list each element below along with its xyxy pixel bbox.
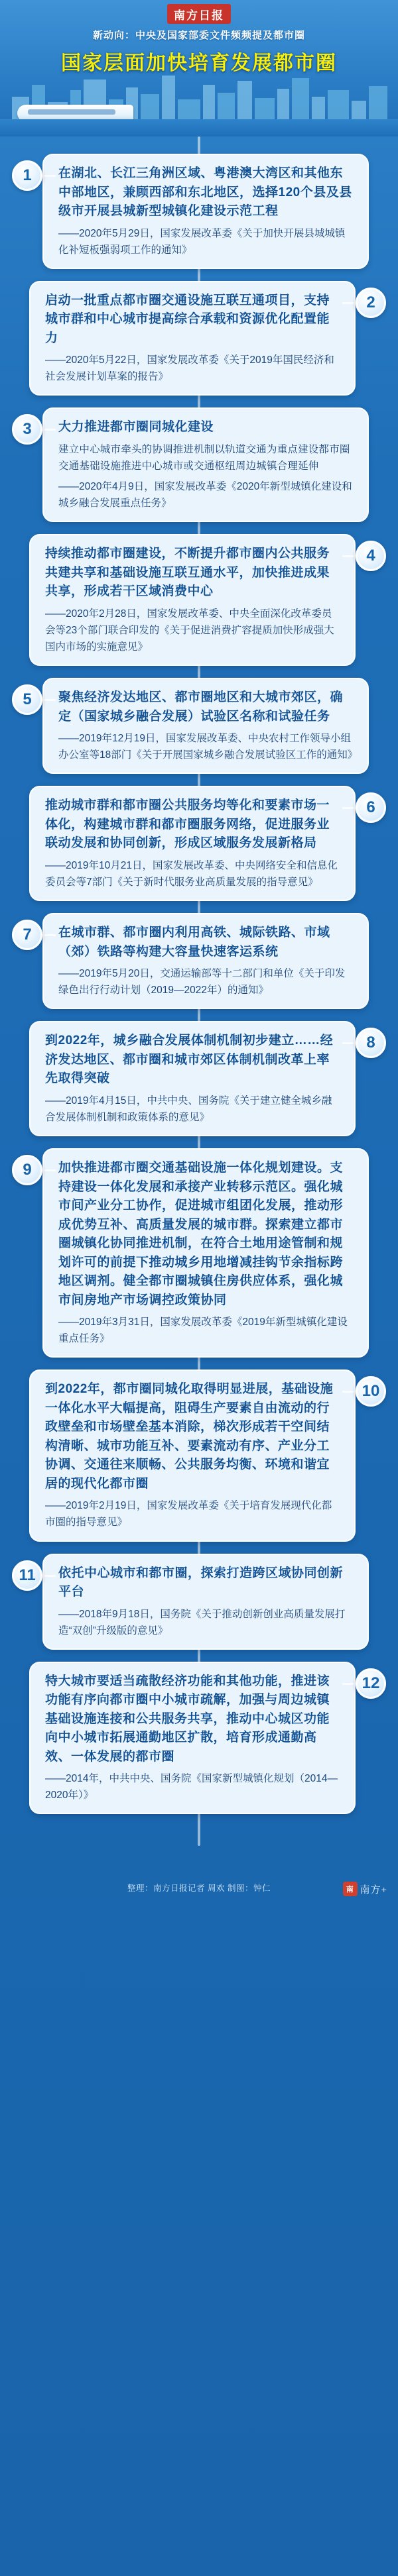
item-title: 特大城市要适当疏散经济功能和其他功能，推进该功能有序向都市圈中小城市疏解，加强与周边城镇基础设施连接和公共服务共享，推动中心城区功能向中小城市拓展通勤地区扩散，培育形成通勤高效、一体发展的都市圈 (45, 1674, 330, 1764)
item-number-badge: 12 (356, 1668, 386, 1699)
timeline-item (0, 1369, 398, 1541)
item-number-badge: 8 (356, 1028, 386, 1058)
timeline-item (0, 407, 398, 522)
item-number-badge: 6 (356, 792, 386, 823)
item-number-badge: 1 (12, 160, 42, 191)
item-source: ——2019年3月31日，国家发展改革委《2019年新型城镇化建设重点任务》 (58, 1316, 348, 1345)
item-card (42, 678, 369, 774)
timeline-item (0, 1148, 398, 1358)
item-source: ——2014年，中共中央、国务院《国家新型城镇化规划（2014—2020年）》 (45, 1773, 338, 1801)
item-number-badge: 3 (12, 414, 42, 445)
item-number-badge: 4 (356, 541, 386, 571)
watermark (343, 1882, 387, 1896)
item-number-badge: 11 (12, 1560, 42, 1591)
item-source: ——2020年5月29日，国家发展改革委《关于加快开展县城城镇化补短板强弱项工作的通知》 (58, 227, 346, 256)
item-number-badge: 7 (12, 920, 42, 950)
item-card (29, 281, 356, 396)
item-source: ——2019年2月19日，国家发展改革委《关于培育发展现代化都市圈的指导意见》 (45, 1500, 332, 1529)
item-card (42, 1148, 369, 1358)
timeline-item (0, 1554, 398, 1650)
item-number-badge: 2 (356, 288, 386, 318)
timeline-item (0, 281, 398, 396)
timeline (0, 136, 398, 1872)
item-title: 聚焦经济发达地区、都市圈地区和大城市郊区，确定（国家城乡融合发展）试验区名称和试验任务 (58, 690, 344, 724)
item-source: ——2019年5月20日，交通运输部等十二部门和单位《关于印发绿色出行行动计划（2019—2022年）的通知》 (58, 968, 346, 996)
item-title: 持续推动都市圈建设，不断提升都市圈内公共服务共建共享和基础设施互联互通水平，加快推进成果共享，形成若干区域消费中心 (45, 547, 330, 599)
item-card (42, 913, 369, 1009)
item-source: ——2020年2月28日，国家发展改革委、中央全面深化改革委员会等23个部门联合印发的《关于促进消费扩容提质加快形成强大国内市场的实施意见》 (45, 608, 334, 653)
item-card (42, 1554, 369, 1650)
watermark-name: 南方+ (360, 1885, 387, 1896)
timeline-item (0, 534, 398, 666)
item-title: 推动城市群和都市圈公共服务均等化和要素市场一体化，构建城市群和都市圈服务网络，促进服务业联动发展和协同创新，形成区域服务发展新格局 (45, 798, 330, 851)
item-title: 加快推进都市圈交通基础设施一体化规划建设。支持建设一体化发展和承接产业转移示范区。强化城市间产业分工协作，促进城市组团化发展，推动形成优势互补、高质量发展的城市群。探索建立都市圈城镇化协同推进机制，在符合土地用途管制和规划许可的前提下推动城乡用地增减挂钩节余指标跨地区调剂。健全都市圈城镇住房供应体系，强化城市间房地产市场调控政策协同 (58, 1161, 344, 1307)
item-source: ——2018年9月18日，国务院《关于推动创新创业高质量发展打造“双创”升级版的意见》 (58, 1608, 346, 1637)
item-title: 启动一批重点都市圈交通设施互联互通项目，支持城市群和中心城市提高综合承载和资源优化配置能力 (45, 293, 330, 345)
timeline-item (0, 1662, 398, 1815)
item-source: ——2020年4月9日，国家发展改革委《2020年新型城镇化建设和城乡融合发展重点任务》 (58, 481, 352, 510)
item-card (29, 1369, 356, 1541)
item-body: 建立中心城市牵头的协调推进机制以轨道交通为重点建设都市圈交通基础设施推进中心城市或交通枢纽周边城镇合理延伸 (58, 443, 350, 472)
item-card (29, 1662, 356, 1815)
newspaper-logo: 南方日报 (167, 4, 231, 24)
item-title: 在城市群、都市圈内利用高铁、城际铁路、市域（郊）铁路等构建大容量快速客运系统 (58, 926, 330, 959)
seal-icon: 南 (343, 1882, 358, 1896)
item-number-badge: 5 (12, 684, 42, 715)
item-source: ——2019年12月19日，国家发展改革委、中央农村工作领导小组办公室等18部门《关于开展国家城乡融合发展试验区工作的通知》 (58, 733, 358, 761)
masthead (0, 0, 398, 136)
item-card (42, 154, 369, 269)
timeline-item (0, 913, 398, 1009)
item-number-badge: 9 (12, 1155, 42, 1185)
item-source: ——2019年10月21日，国家发展改革委、中央网络安全和信息化委员会等7部门《关于新时代服务业高质量发展的指导意见》 (45, 859, 338, 888)
kicker-text: 新动向：中央及国家部委文件频频提及都市圈 (92, 30, 305, 41)
timeline-item (0, 154, 398, 269)
item-card (29, 1021, 356, 1136)
item-card (29, 534, 356, 666)
item-card (29, 786, 356, 901)
timeline-item (0, 1021, 398, 1136)
item-card (42, 407, 369, 522)
item-title: 到2022年，城乡融合发展体制机制初步建立……经济发达地区、都市圈和城市郊区体制机制改革上率先取得突破 (45, 1034, 334, 1086)
item-title: 大力推进都市圈同城化建设 (58, 420, 214, 435)
timeline-item (0, 678, 398, 774)
item-number-badge: 10 (356, 1376, 386, 1407)
headline-text: 国家层面加快培育发展都市圈 (61, 52, 337, 74)
city-skyline-icon (0, 73, 398, 136)
item-title: 到2022年，都市圈同城化取得明显进展，基础设施一体化水平大幅提高，阻碍生产要素自由流动的行政壁垒和市场壁垒基本消除，梯次形成若干空间结构清晰、城市功能互补、要素流动有序、产业分工协调、交通往来顺畅、公共服务均衡、环境和谐宜居的现代化都市圈 (45, 1382, 334, 1491)
timeline-item (0, 786, 398, 901)
ground-band (0, 119, 398, 136)
credit-text: 整理：南方日报记者 周欢 制图：钟仁 (127, 1884, 271, 1894)
item-title: 依托中心城市和都市圈，探索打造跨区域协同创新平台 (58, 1566, 344, 1599)
item-source: ——2020年5月22日，国家发展改革委《关于2019年国民经济和社会发展计划草案的报告》 (45, 354, 334, 383)
item-title: 在湖北、长江三角洲区域、粤港澳大湾区和其他东中部地区，兼顾西部和东北地区，选择120个县及县级市开展县城新型城镇化建设示范工程 (58, 166, 352, 218)
footer (0, 1872, 398, 1903)
item-source: ——2019年4月15日，中共中央、国务院《关于建立健全城乡融合发展体制机制和政策体系的意见》 (45, 1095, 332, 1123)
